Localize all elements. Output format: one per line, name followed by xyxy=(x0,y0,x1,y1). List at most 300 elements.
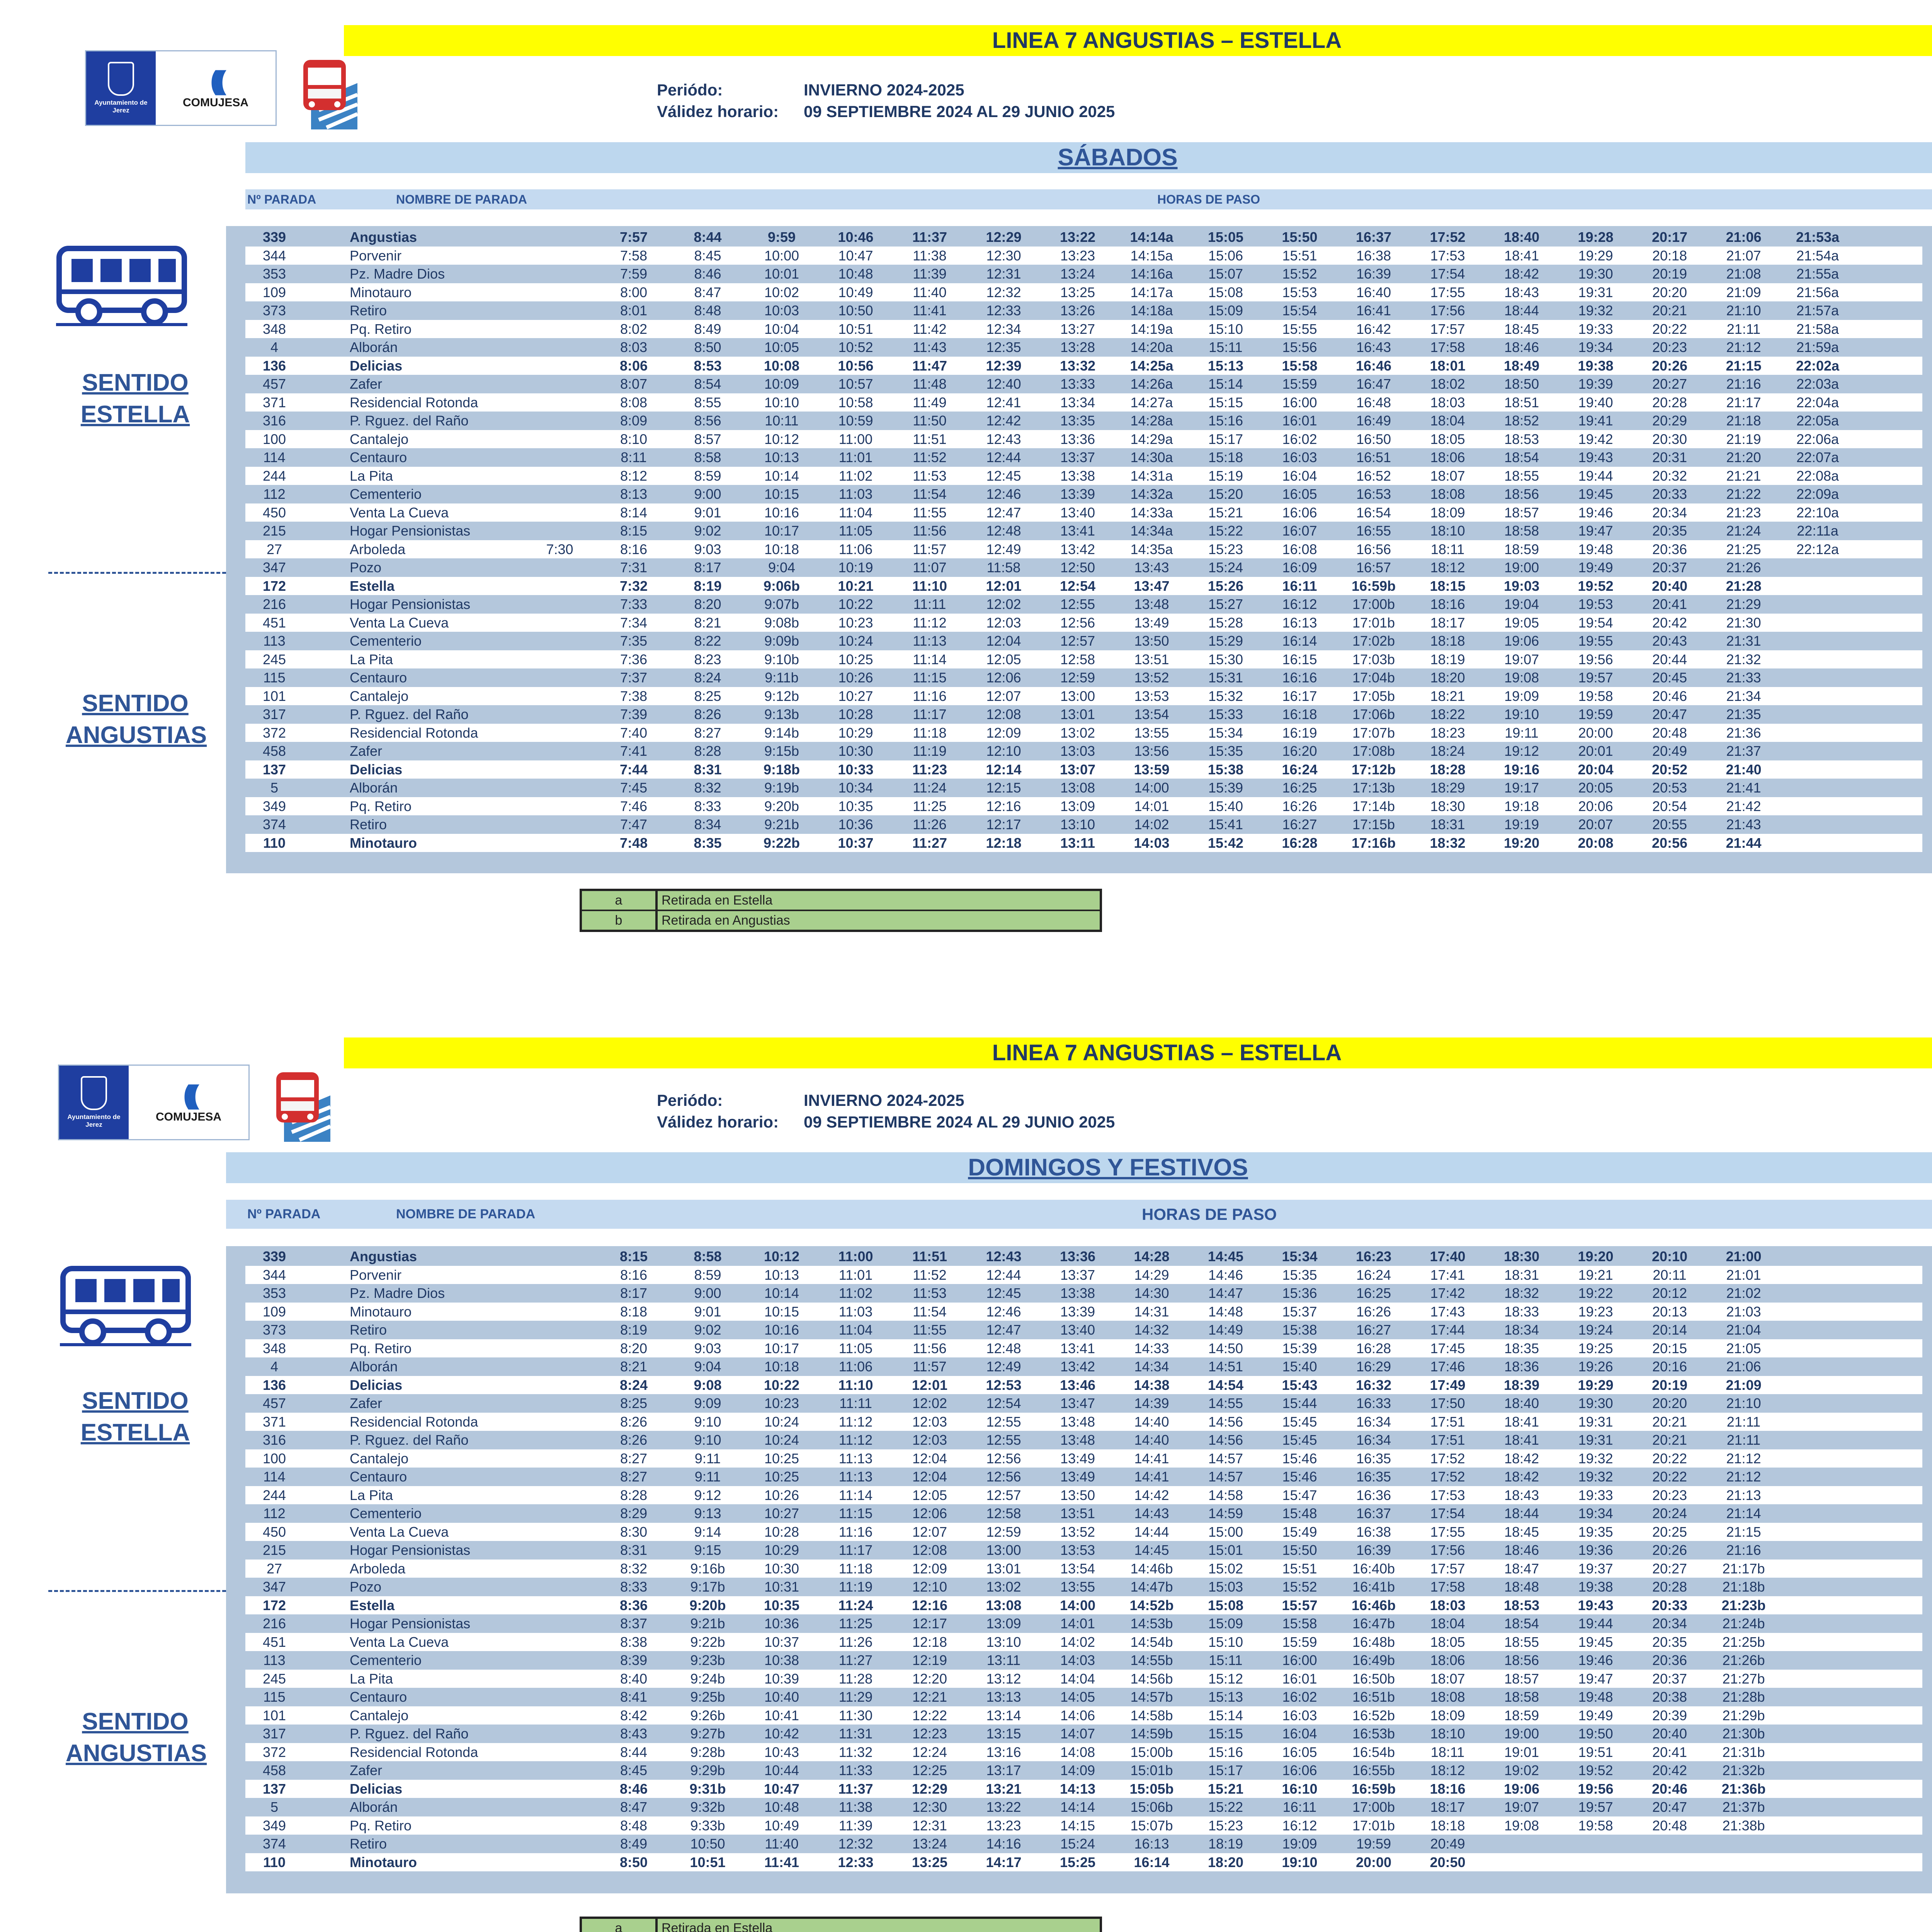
departure-time: 7:48 xyxy=(619,835,648,851)
departure-time: 15:27 xyxy=(1208,596,1243,612)
departure-time: 11:00 xyxy=(838,431,873,447)
stop-name: Porvenir xyxy=(350,247,402,264)
departure-time: 20:24 xyxy=(1652,1505,1687,1521)
departure-time: 19:59 xyxy=(1578,706,1613,722)
departure-time: 7:44 xyxy=(619,761,648,777)
departure-time: 14:30a xyxy=(1130,449,1173,465)
departure-time: 20:22 xyxy=(1652,1469,1687,1485)
stop-name: Estella xyxy=(350,578,395,594)
departure-time: 10:51 xyxy=(690,1854,726,1870)
table-row xyxy=(245,1431,1922,1449)
departure-time: 16:41b xyxy=(1352,1579,1395,1595)
departure-time: 13:01 xyxy=(986,1560,1021,1577)
departure-time: 17:55 xyxy=(1430,1524,1465,1540)
table-row xyxy=(245,1651,1922,1670)
departure-time: 11:04 xyxy=(838,504,873,520)
departure-time: 11:54 xyxy=(913,486,947,502)
departure-time: 10:31 xyxy=(764,1579,799,1595)
departure-time: 16:53b xyxy=(1352,1726,1395,1742)
departure-time: 8:06 xyxy=(619,357,648,374)
departure-time: 11:53 xyxy=(913,468,947,484)
departure-time: 11:30 xyxy=(838,1707,873,1723)
departure-time: 20:06 xyxy=(1578,798,1613,814)
departure-time: 20:28 xyxy=(1652,1579,1687,1595)
departure-time: 11:55 xyxy=(913,504,947,520)
departure-time: 11:14 xyxy=(913,651,947,667)
departure-time: 21:10 xyxy=(1726,1395,1761,1411)
departure-time: 14:58 xyxy=(1208,1487,1243,1503)
departure-time: 13:49 xyxy=(1060,1469,1095,1485)
stop-number: 215 xyxy=(262,523,286,539)
departure-time: 16:38 xyxy=(1356,1524,1391,1540)
stop-name: Delicias xyxy=(350,761,403,777)
table-row xyxy=(245,614,1922,632)
departure-time: 12:32 xyxy=(838,1836,873,1852)
departure-time: 16:26 xyxy=(1356,1303,1391,1320)
departure-time: 20:40 xyxy=(1652,1726,1687,1742)
departure-time: 19:04 xyxy=(1504,596,1539,612)
departure-time: 15:33 xyxy=(1208,706,1243,722)
departure-time: 14:34a xyxy=(1130,523,1173,539)
departure-time: 21:07 xyxy=(1726,247,1761,264)
departure-time: 10:50 xyxy=(838,303,873,318)
departure-time: 20:42 xyxy=(1652,1762,1687,1778)
departure-time: 12:08 xyxy=(986,706,1021,722)
departure-time: 20:29 xyxy=(1652,413,1687,429)
departure-time: 20:37 xyxy=(1652,1670,1687,1687)
departure-time: 13:12 xyxy=(986,1670,1021,1687)
departure-time: 14:28a xyxy=(1130,413,1173,429)
departure-time: 10:05 xyxy=(764,339,799,355)
departure-time: 16:07 xyxy=(1282,523,1317,539)
departure-time: 19:25 xyxy=(1578,1340,1613,1356)
departure-time: 8:45 xyxy=(620,1762,648,1778)
departure-time: 14:27a xyxy=(1130,394,1173,410)
departure-time: 9:28b xyxy=(690,1744,725,1760)
departure-time: 10:44 xyxy=(764,1762,799,1778)
departure-time: 16:49b xyxy=(1352,1652,1395,1668)
stop-number: 349 xyxy=(262,1817,286,1833)
departure-time: 8:14 xyxy=(620,504,648,520)
departure-time: 16:46b xyxy=(1351,1597,1396,1613)
departure-time: 15:01 xyxy=(1208,1542,1243,1558)
departure-time: 9:03 xyxy=(694,541,721,557)
departure-time: 18:46 xyxy=(1504,339,1539,355)
departure-time: 17:49 xyxy=(1430,1377,1466,1393)
departure-time: 10:25 xyxy=(764,1469,799,1485)
departure-time: 9:02 xyxy=(694,1322,721,1338)
departure-time: 13:11 xyxy=(1060,835,1095,851)
departure-time: 18:10 xyxy=(1430,1726,1465,1742)
departure-time: 17:02b xyxy=(1352,633,1395,649)
departure-time: 20:56 xyxy=(1651,835,1688,851)
departure-time: 15:56 xyxy=(1282,339,1317,355)
departure-time: 13:01 xyxy=(1060,706,1095,722)
stop-name: Alborán xyxy=(350,339,398,355)
departure-time: 15:23 xyxy=(1208,1817,1243,1833)
departure-time: 15:46 xyxy=(1282,1450,1317,1466)
table-row xyxy=(245,1688,1922,1706)
stop-name: Pz. Madre Dios xyxy=(350,266,445,282)
departure-time: 10:10 xyxy=(764,394,799,410)
departure-time: 12:16 xyxy=(912,1597,948,1613)
stop-name: Minotauro xyxy=(350,1303,412,1320)
stop-name: Pq. Retiro xyxy=(350,1817,412,1833)
departure-time: 10:11 xyxy=(765,413,799,429)
departure-time: 13:38 xyxy=(1060,468,1095,484)
departure-time: 15:50 xyxy=(1282,1542,1317,1558)
departure-time: 13:51 xyxy=(1134,651,1169,667)
departure-time: 20:38 xyxy=(1652,1689,1687,1705)
validity-label: Válidez horario: xyxy=(657,1113,779,1131)
departure-time: 15:46 xyxy=(1282,1469,1317,1485)
stop-name: Minotauro xyxy=(350,284,412,300)
stop-name: Venta La Cueva xyxy=(350,1634,449,1650)
departure-time: 12:54 xyxy=(1060,578,1096,594)
departure-time: 9:10 xyxy=(694,1432,721,1448)
departure-time: 13:52 xyxy=(1134,670,1169,685)
direction-divider-left xyxy=(48,572,226,574)
departure-time: 19:52 xyxy=(1578,578,1614,594)
col-times: HORAS DE PASO xyxy=(1142,1205,1277,1223)
departure-time: 15:35 xyxy=(1282,1267,1317,1283)
departure-time: 11:49 xyxy=(913,394,947,410)
departure-time: 19:01 xyxy=(1504,1744,1539,1760)
departure-time: 12:58 xyxy=(986,1505,1021,1521)
departure-time: 11:58 xyxy=(986,560,1021,575)
departure-time: 12:04 xyxy=(912,1450,947,1466)
departure-time: 8:59 xyxy=(694,468,721,484)
departure-time: 17:58 xyxy=(1430,339,1465,355)
departure-time: 16:25 xyxy=(1282,780,1317,796)
departure-time: 8:11 xyxy=(621,449,647,465)
departure-time: 21:12 xyxy=(1726,339,1761,355)
departure-time: 20:27 xyxy=(1652,376,1687,392)
departure-time: 11:27 xyxy=(838,1652,873,1668)
departure-time: 15:11 xyxy=(1209,1652,1243,1668)
stop-number: 451 xyxy=(262,1634,286,1650)
departure-time: 21:04 xyxy=(1726,1322,1761,1338)
departure-time: 10:43 xyxy=(764,1744,799,1760)
departure-time: 12:19 xyxy=(912,1652,947,1668)
departure-time: 18:47 xyxy=(1504,1560,1539,1577)
departure-time: 17:52 xyxy=(1430,1469,1465,1485)
departure-time: 9:01 xyxy=(694,504,721,520)
departure-time: 12:04 xyxy=(912,1469,947,1485)
departure-time: 10:23 xyxy=(764,1395,799,1411)
departure-time: 12:18 xyxy=(986,835,1022,851)
departure-time: 14:35a xyxy=(1130,541,1173,557)
stop-number: 216 xyxy=(262,596,286,612)
departure-time: 9:33b xyxy=(690,1817,725,1833)
departure-time: 20:21 xyxy=(1652,303,1687,318)
departure-time: 15:59 xyxy=(1282,376,1317,392)
departure-time: 21:18b xyxy=(1722,1579,1765,1595)
departure-time: 9:08 xyxy=(694,1377,722,1393)
departure-time: 16:08 xyxy=(1282,541,1317,557)
departure-time: 11:51 xyxy=(913,431,947,447)
departure-time: 15:00 xyxy=(1208,1524,1243,1540)
departure-time: 13:22 xyxy=(1060,229,1096,245)
departure-time: 19:48 xyxy=(1578,1689,1613,1705)
departure-time: 19:32 xyxy=(1578,303,1613,318)
departure-time: 16:00 xyxy=(1282,394,1317,410)
table-row xyxy=(245,1541,1922,1560)
departure-time: 21:23 xyxy=(1726,504,1761,520)
departure-time: 15:14 xyxy=(1208,1707,1243,1723)
stop-number: 371 xyxy=(262,1413,286,1430)
departure-time: 19:33 xyxy=(1578,1487,1613,1503)
departure-time: 16:16 xyxy=(1282,670,1317,685)
departure-time: 20:21 xyxy=(1652,1432,1687,1448)
departure-time: 8:46 xyxy=(694,266,721,282)
departure-time: 19:06 xyxy=(1504,633,1539,649)
departure-time: 8:18 xyxy=(620,1303,648,1320)
departure-time: 20:32 xyxy=(1652,468,1687,484)
departure-time: 12:42 xyxy=(986,413,1021,429)
departure-time: 16:59b xyxy=(1351,1781,1396,1797)
departure-time: 21:13 xyxy=(1726,1487,1761,1503)
departure-time: 10:17 xyxy=(764,523,799,539)
departure-time: 18:57 xyxy=(1504,504,1539,520)
departure-time: 7:35 xyxy=(620,633,648,649)
departure-time: 10:22 xyxy=(764,1377,800,1393)
departure-time: 11:56 xyxy=(913,1340,947,1356)
departure-time: 10:59 xyxy=(838,413,873,429)
departure-time: 13:27 xyxy=(1060,321,1095,337)
departure-time: 7:30 xyxy=(546,541,573,557)
departure-time: 21:02 xyxy=(1726,1285,1761,1301)
departure-time: 16:54 xyxy=(1356,504,1391,520)
departure-time: 16:57 xyxy=(1356,560,1391,575)
stop-number: 373 xyxy=(262,303,286,318)
departure-time: 15:06 xyxy=(1208,247,1243,264)
departure-time: 11:03 xyxy=(838,486,873,502)
stop-name: Residencial Rotonda xyxy=(350,1744,478,1760)
departure-time: 16:32 xyxy=(1355,1377,1392,1393)
company-logo xyxy=(58,1065,250,1140)
departure-time: 14:43 xyxy=(1134,1505,1169,1521)
departure-time: 11:53 xyxy=(913,1285,947,1301)
departure-time: 19:46 xyxy=(1578,1652,1613,1668)
departure-time: 20:41 xyxy=(1652,1744,1687,1760)
departure-time: 10:22 xyxy=(838,596,873,612)
departure-time: 19:35 xyxy=(1578,1524,1613,1540)
stop-number: 347 xyxy=(262,560,286,575)
departure-time: 11:13 xyxy=(838,1450,873,1466)
departure-time: 17:14b xyxy=(1352,798,1395,814)
departure-time: 18:22 xyxy=(1430,706,1465,722)
departure-time: 9:25b xyxy=(690,1689,725,1705)
departure-time: 21:12 xyxy=(1726,1450,1761,1466)
departure-time: 21:16 xyxy=(1726,376,1761,392)
stop-name: Delicias xyxy=(350,1377,403,1393)
validity-value: 09 SEPTIEMBRE 2024 AL 29 JUNIO 2025 xyxy=(804,102,1115,121)
departure-time: 11:14 xyxy=(838,1487,873,1503)
stop-number: 457 xyxy=(262,376,286,392)
departure-time: 14:07 xyxy=(1060,1726,1095,1742)
departure-time: 13:54 xyxy=(1060,1560,1095,1577)
departure-time: 8:16 xyxy=(620,1267,648,1283)
departure-time: 16:13 xyxy=(1134,1836,1169,1852)
timetable xyxy=(226,1246,1932,1893)
departure-time: 9:27b xyxy=(690,1726,725,1742)
table-row xyxy=(245,338,1922,357)
departure-time: 20:12 xyxy=(1652,1285,1687,1301)
timetable xyxy=(226,226,1932,873)
departure-time: 9:12b xyxy=(764,688,799,704)
departure-time: 18:30 xyxy=(1503,1248,1540,1264)
table-row xyxy=(245,834,1922,852)
departure-time: 17:01b xyxy=(1352,614,1395,631)
departure-time: 14:47 xyxy=(1208,1285,1243,1301)
departure-time: 17:52 xyxy=(1430,229,1466,245)
departure-time: 13:09 xyxy=(1060,798,1095,814)
stop-number: 316 xyxy=(262,413,286,429)
departure-time: 16:46 xyxy=(1355,357,1392,374)
departure-time: 20:34 xyxy=(1652,504,1687,520)
departure-time: 14:44 xyxy=(1134,1524,1169,1540)
departure-time: 13:50 xyxy=(1060,1487,1095,1503)
departure-time: 11:38 xyxy=(913,247,947,264)
departure-time: 21:21 xyxy=(1726,468,1761,484)
stop-number: 114 xyxy=(263,1469,286,1485)
departure-time: 14:48 xyxy=(1208,1303,1243,1320)
table-row xyxy=(245,1266,1922,1284)
departure-time: 8:54 xyxy=(694,376,721,392)
departure-time: 21:53a xyxy=(1796,229,1840,245)
departure-time: 13:48 xyxy=(1060,1432,1095,1448)
departure-time: 18:39 xyxy=(1503,1377,1540,1393)
departure-time: 13:25 xyxy=(1060,284,1095,300)
departure-time: 9:02 xyxy=(694,523,721,539)
stop-name: Angustias xyxy=(350,229,417,245)
departure-time: 18:30 xyxy=(1430,798,1465,814)
departure-time: 16:27 xyxy=(1356,1322,1391,1338)
stop-name: Angustias xyxy=(350,1248,417,1264)
departure-time: 16:55b xyxy=(1352,1762,1395,1778)
departure-time: 9:13 xyxy=(694,1505,721,1521)
departure-time: 17:40 xyxy=(1430,1248,1466,1264)
departure-time: 19:17 xyxy=(1504,780,1539,796)
departure-time: 21:09 xyxy=(1726,284,1761,300)
departure-time: 15:37 xyxy=(1282,1303,1317,1320)
departure-time: 20:44 xyxy=(1652,651,1687,667)
table-row xyxy=(245,1761,1922,1780)
departure-time: 14:39 xyxy=(1134,1395,1169,1411)
departure-time: 12:03 xyxy=(912,1432,947,1448)
departure-time: 16:39 xyxy=(1356,266,1391,282)
table-row xyxy=(245,1376,1922,1395)
departure-time: 11:18 xyxy=(838,1560,873,1577)
departure-time: 15:55 xyxy=(1282,321,1317,337)
departure-time: 15:07b xyxy=(1130,1817,1173,1833)
departure-time: 12:47 xyxy=(986,504,1021,520)
departure-time: 11:40 xyxy=(913,284,947,300)
departure-time: 21:41 xyxy=(1726,780,1761,796)
departure-time: 18:18 xyxy=(1430,633,1465,649)
stop-number: 317 xyxy=(262,1726,286,1742)
departure-time: 13:39 xyxy=(1060,1303,1095,1320)
direction-label-estella-left: SENTIDO ESTELLA xyxy=(80,369,190,428)
departure-time: 16:05 xyxy=(1282,486,1317,502)
departure-time: 16:28 xyxy=(1356,1340,1391,1356)
departure-time: 10:18 xyxy=(764,1359,799,1374)
departure-time: 9:14 xyxy=(694,1524,721,1540)
departure-time: 10:35 xyxy=(838,798,873,814)
departure-time: 21:24 xyxy=(1726,523,1761,539)
departure-time: 17:56 xyxy=(1430,303,1465,318)
stop-name: Pq. Retiro xyxy=(350,321,412,337)
departure-time: 9:10b xyxy=(764,651,799,667)
line-title: LINEA 7 ANGUSTIAS – ESTELLA xyxy=(344,1037,1932,1068)
departure-time: 18:44 xyxy=(1504,303,1539,318)
departure-time: 15:48 xyxy=(1282,1505,1317,1521)
departure-time: 11:32 xyxy=(838,1744,873,1760)
period-value: INVIERNO 2024-2025 xyxy=(804,81,964,99)
departure-time: 19:50 xyxy=(1578,1726,1613,1742)
legend xyxy=(580,1917,1102,1932)
departure-time: 13:03 xyxy=(1060,743,1095,759)
departure-time: 18:05 xyxy=(1430,431,1465,447)
departure-time: 9:20b xyxy=(764,798,799,814)
departure-time: 20:16 xyxy=(1652,1359,1687,1374)
departure-time: 15:20 xyxy=(1208,486,1243,502)
col-stop-no: Nº PARADA xyxy=(247,192,316,206)
city-logo: Ayuntamiento de Jerez xyxy=(59,1066,129,1139)
departure-time: 14:32 xyxy=(1134,1322,1169,1338)
departure-time: 20:23 xyxy=(1652,339,1687,355)
departure-time: 15:09 xyxy=(1208,1616,1243,1631)
departure-time: 8:50 xyxy=(619,1854,648,1870)
departure-time: 8:33 xyxy=(620,1579,648,1595)
departure-time: 21:06 xyxy=(1726,229,1762,245)
departure-time: 20:01 xyxy=(1578,743,1613,759)
departure-time: 16:50b xyxy=(1352,1670,1395,1687)
stop-name: Pz. Madre Dios xyxy=(350,1285,445,1301)
departure-time: 12:07 xyxy=(912,1524,947,1540)
departure-time: 20:04 xyxy=(1578,761,1614,777)
departure-time: 19:16 xyxy=(1503,761,1540,777)
departure-time: 14:30 xyxy=(1134,1285,1169,1301)
departure-time: 16:33 xyxy=(1356,1395,1391,1411)
departure-time: 22:06a xyxy=(1796,431,1839,447)
departure-time: 12:04 xyxy=(986,633,1021,649)
departure-time: 11:50 xyxy=(913,413,947,429)
departure-time: 21:12 xyxy=(1726,1469,1761,1485)
departure-time: 11:01 xyxy=(838,449,873,465)
departure-time: 17:16b xyxy=(1351,835,1396,851)
departure-time: 8:12 xyxy=(620,468,648,484)
departure-time: 13:52 xyxy=(1060,1524,1095,1540)
departure-time: 14:08 xyxy=(1060,1744,1095,1760)
departure-time: 20:50 xyxy=(1430,1854,1466,1870)
departure-time: 20:30 xyxy=(1652,431,1687,447)
departure-time: 12:22 xyxy=(912,1707,947,1723)
stop-name: Retiro xyxy=(350,303,387,318)
departure-time: 13:08 xyxy=(986,1597,1022,1613)
stop-name: Pozo xyxy=(350,1579,382,1595)
departure-time: 18:20 xyxy=(1430,670,1465,685)
departure-time: 16:51b xyxy=(1352,1689,1395,1705)
departure-time: 12:55 xyxy=(986,1432,1021,1448)
departure-time: 9:09b xyxy=(764,633,799,649)
departure-time: 21:00 xyxy=(1726,1248,1762,1264)
stop-name: Cementerio xyxy=(350,1505,422,1521)
stop-name: Pq. Retiro xyxy=(350,798,412,814)
departure-time: 11:00 xyxy=(838,1248,873,1264)
departure-time: 9:15b xyxy=(764,743,799,759)
